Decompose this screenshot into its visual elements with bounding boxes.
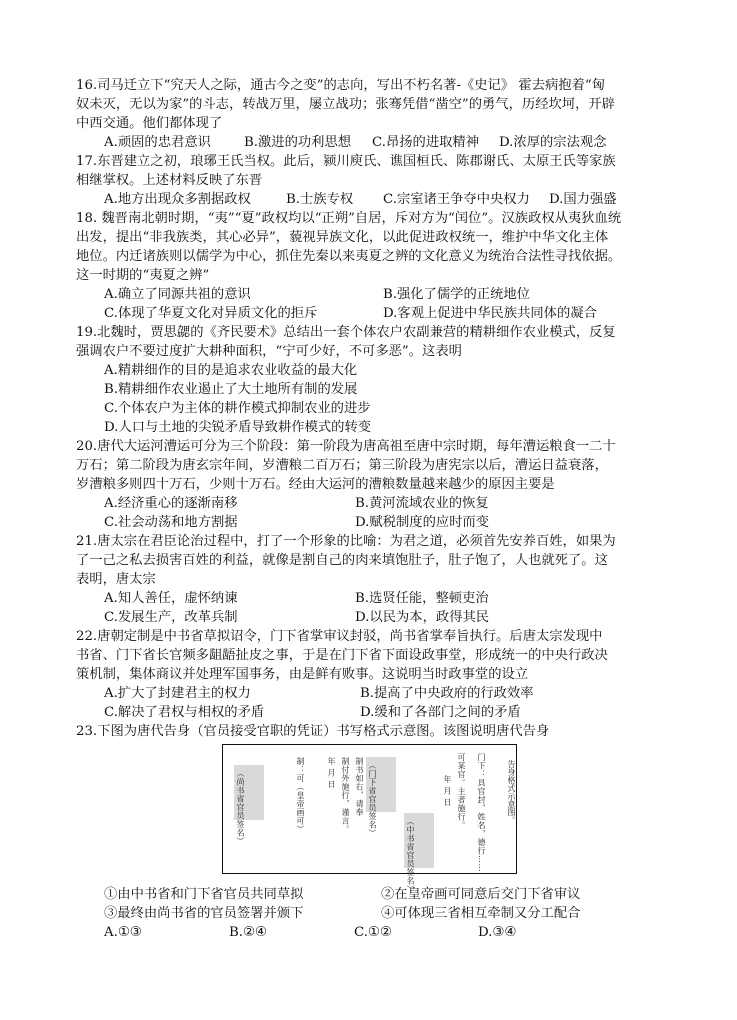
q18-option-a: A.确立了同源共祖的意识	[104, 287, 251, 302]
q17-option-b: B.士族专权	[286, 192, 354, 207]
q16-option-b: B.激进的功利思想	[244, 135, 352, 150]
shangshu-stamp-text: （尚书省官员签名）	[236, 769, 245, 846]
q16-option-d: D.浓厚的宗法观念	[499, 135, 607, 150]
q18-stem-line-1: 18. 魏晋南北朝时期，“夷”“夏”政权均以“正朔”自居，斥对方为“闰位”。汉族政权从夷狄血统	[76, 211, 622, 226]
q21-option-d: D.以民为本，政得其民	[355, 610, 490, 625]
q22-option-d: D.缓和了各部门之间的矛盾	[360, 705, 521, 720]
q20-stem-line-2: 万石；第二阶段为唐玄宗年间，岁漕粮二百万石；第三阶段为唐宪宗以后，漕运日益衰落，	[76, 458, 608, 473]
q20-stem-line-3: 岁漕粮多则四十万石，少则十万石。经由大运河的漕粮数量越来越少的原因主要是	[76, 477, 555, 492]
q18-stem-line-4: 这一时期的“夷夏之辨”	[76, 268, 210, 283]
q23-statement-1: ①由中书省和门下省官员共同草拟	[104, 887, 304, 902]
q17-option-c: C.宗室诸王争夺中央权力	[383, 192, 530, 207]
q20-option-a: A.经济重心的逐渐南移	[104, 496, 238, 511]
q21-option-c: C.发展生产，改革兵制	[104, 610, 238, 625]
q23-statement-4: ④可体现三省相互牵制又分工配合	[381, 906, 581, 921]
zhongshu-stamp-text: （中书省官员签名）	[406, 817, 415, 894]
menxia-stamp-text: （门下省官员签名）	[368, 761, 377, 838]
q22-option-a: A.扩大了封建君主的权力	[104, 686, 251, 701]
col-date1: 年 月 日	[443, 775, 452, 807]
q23-stem-line-1: 23.下图为唐代告身（官员接受官职的凭证）书写格式示意图。该图说明唐代告身	[76, 724, 550, 739]
q18-option-b: B.强化了儒学的正统地位	[383, 287, 530, 302]
q22-stem-line-3: 策机制，集体商议并处理军国事务，由是鲜有败事。这说明当时政事堂的设立	[76, 667, 529, 682]
q23-option-c: C.①②	[354, 925, 392, 940]
q19-stem-line-2: 强调农户不要过度扩大耕种面积，“宁可少好，不可多恶”。这表明	[76, 344, 462, 359]
q23-option-b: B.②④	[229, 925, 267, 940]
q18-stem-line-3: 地位。内迁诸族则以儒学为中心，抓住先秦以来夷夏之辨的文化意义为统治合法性寻找依据。	[76, 249, 622, 264]
q20-option-d: D.赋税制度的应时而变	[355, 515, 490, 530]
col-zhishu: 制书如右，请奉	[355, 757, 364, 817]
q19-option-c: C.个体农户为主体的耕作模式抑制农业的进步	[104, 401, 371, 416]
q16-stem-line-1: 16.司马迁立下“究天人之际，通古今之变”的志向，写出不朽名著-《史记》 霍去病抱着“匈	[76, 78, 605, 93]
q17-stem-line-2: 相继掌权。上述材料反映了东晋	[76, 173, 263, 188]
q16-stem-line-2: 奴未灭，无以为家”的斗志，转战万里，屡立战功；张骞凭借“凿空”的勇气，历经坎坷，开辟	[76, 97, 615, 112]
q17-option-d: D.国力强盛	[549, 192, 617, 207]
q19-option-b: B.精耕细作农业遏止了大土地所有制的发展	[104, 382, 358, 397]
col-kefeng: 可某官。主者施行。	[457, 753, 466, 830]
q18-stem-line-2: 出发，提出“非我族类，其心必异”，藐视异族文化，以此促进政权统一，维护中华文化主体	[76, 230, 609, 245]
q23-option-d: D.③④	[478, 925, 517, 940]
q19-option-a: A.精耕细作的目的是追求农业收益的最大化	[104, 363, 358, 378]
q22-stem-line-1: 22.唐朝定制是中书省草拟诏令，门下省掌审议封驳，尚书省掌奉旨执行。后唐太宗发现中	[76, 629, 603, 644]
q18-option-c: C.体现了华夏文化对异质文化的拒斥	[104, 306, 318, 321]
col-ke: 制：可（皇帝画可）	[296, 757, 305, 834]
q16-option-a: A.顽固的忠君意识	[104, 135, 211, 150]
q20-stem-line-1: 20.唐代大运河漕运可分为三个阶段：第一阶段为唐高祖至唐中宗时期，每年漕运粮食一二十	[76, 439, 616, 454]
q21-option-b: B.选贤任能，整顿吏治	[355, 591, 489, 606]
col-zhishu-2: 制付外施行，谨言。	[341, 757, 350, 834]
q19-option-d: D.人口与土地的尖锐矛盾导致耕作模式的转变	[104, 420, 372, 435]
q17-option-a: A.地方出现众多割据政权	[104, 192, 251, 207]
diagram-caption: 告身格式示意图。	[507, 760, 516, 824]
q16-stem-line-3: 中西交通。他们都体现了	[76, 116, 223, 131]
q23-option-a: A.①③	[104, 925, 142, 940]
q22-option-b: B.提高了中央政府的行政效率	[360, 686, 534, 701]
q20-option-c: C.社会动荡和地方割据	[104, 515, 238, 530]
q21-stem-line-2: 了一己之私去损害百姓的利益，就像是割自己的肉来填饱肚子，肚子饱了，人也就死了。这	[76, 553, 608, 568]
q21-stem-line-1: 21.唐太宗在君臣论治过程中，打了一个形象的比喻：为君之道，必须首先安养百姓，如果为	[76, 534, 616, 549]
q19-stem-line-1: 19.北魏时，贾思勰的《齐民要术》总结出一套个体农户农副兼营的精耕细作农业模式，反复	[76, 325, 616, 340]
q23-statement-3: ③最终由尚书省的官员签署并颁下	[104, 906, 304, 921]
gaoshen-format-diagram	[222, 744, 517, 894]
q22-stem-line-2: 书省、门下省长官频多龃龉扯皮之事，于是在门下省下面设政事堂，形成统一的中央行政决	[76, 648, 608, 663]
q18-option-d: D.客观上促进中华民族共同体的凝合	[383, 306, 597, 321]
q17-stem-line-1: 17.东晋建立之初，琅琊王氏当权。此后，颍川庾氏、谯国桓氏、陈郡谢氏、太原王氏等家族	[76, 154, 616, 169]
q21-stem-line-3: 表明，唐太宗	[76, 572, 156, 587]
q20-option-b: B.黄河流域农业的恢复	[355, 496, 489, 511]
col-menxia: 门下：具官封，姓名，德行……	[477, 753, 486, 872]
q16-option-c: C.昂扬的进取精神	[372, 135, 480, 150]
col-date2: 年 月 日	[327, 757, 336, 789]
q23-statement-2: ②在皇帝画可同意后交门下省审议	[381, 887, 581, 902]
q22-option-c: C.解决了君权与相权的矛盾	[104, 705, 265, 720]
q21-option-a: A.知人善任，虚怀纳谏	[104, 591, 238, 606]
